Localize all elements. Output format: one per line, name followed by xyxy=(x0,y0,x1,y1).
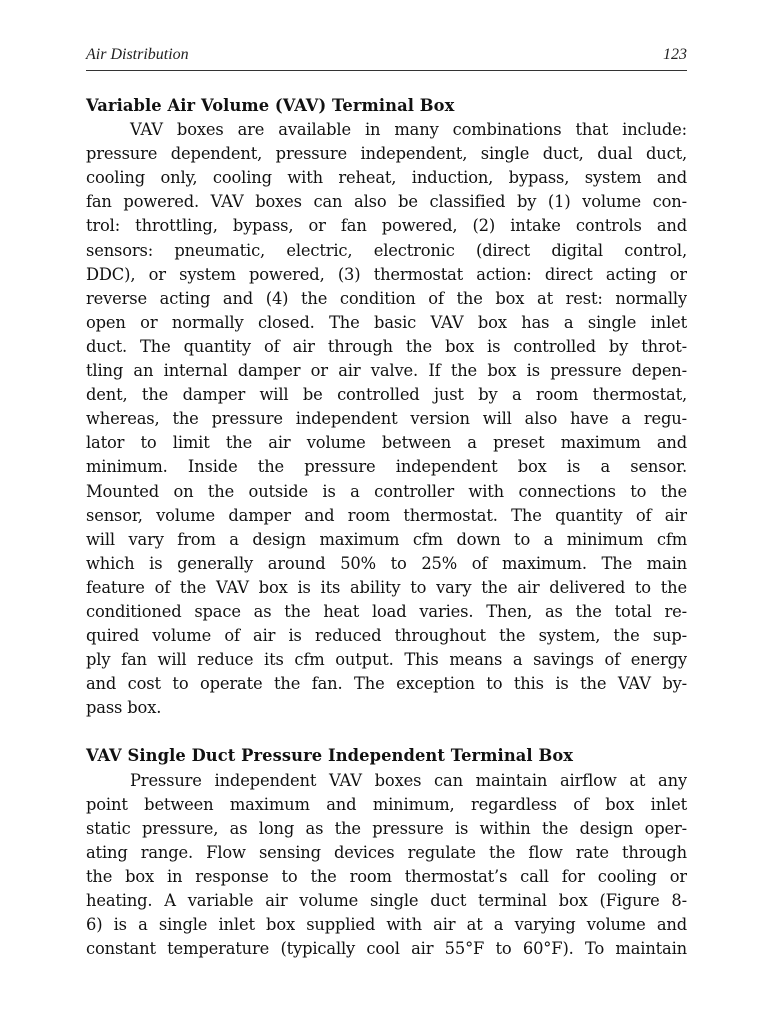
paragraph xyxy=(86,769,687,962)
text-line: sensor, volume damper and room thermostat. The quantity of air xyxy=(86,505,687,525)
paragraph xyxy=(86,118,687,720)
text-line: trol: throttling, bypass, or fan powered, (2) intake controls and xyxy=(86,216,687,236)
text-line: conditioned space as the heat load varies. Then, as the total re- xyxy=(86,601,687,621)
section-single-duct-pressure-independent xyxy=(86,744,687,961)
text-line: and cost to operate the fan. The exception to this is the VAV by- xyxy=(86,674,687,694)
page-body xyxy=(86,94,687,961)
text-line: pressure dependent, pressure independent, single duct, dual duct, xyxy=(86,144,687,164)
text-line: point between maximum and minimum, regardless of box inlet xyxy=(86,794,687,814)
text-line: 6) is a single inlet box supplied with air at a varying volume and xyxy=(86,915,687,935)
page-number: 123 xyxy=(663,46,687,63)
text-line: Pressure independent VAV boxes can maintain airflow at any xyxy=(130,770,687,790)
section-heading: Variable Air Volume (VAV) Terminal Box xyxy=(86,96,455,115)
text-line: static pressure, as long as the pressure is within the design oper- xyxy=(86,818,687,838)
section-gap xyxy=(86,720,687,744)
text-line: Mounted on the outside is a controller with connections to the xyxy=(86,481,687,501)
text-line: the box in response to the room thermostat’s call for cooling or xyxy=(86,866,687,886)
text-line: dent, the damper will be controlled just by a room thermostat, xyxy=(86,385,687,405)
text-line: tling an internal damper or air valve. If the box is pressure depen- xyxy=(86,361,687,381)
text-line: lator to limit the air volume between a preset maximum and xyxy=(86,433,687,453)
text-line: whereas, the pressure independent version will also have a regu- xyxy=(86,409,687,429)
text-line: duct. The quantity of air through the box is controlled by throt- xyxy=(86,336,687,356)
running-head xyxy=(86,46,687,66)
running-head-title: Air Distribution xyxy=(86,46,189,63)
text-line: open or normally closed. The basic VAV box has a single inlet xyxy=(86,312,687,332)
text-line: will vary from a design maximum cfm down to a minimum cfm xyxy=(86,529,687,549)
text-line: feature of the VAV box is its ability to vary the air delivered to the xyxy=(86,577,687,597)
section-heading: VAV Single Duct Pressure Independent Terminal Box xyxy=(86,746,574,766)
text-line: reverse acting and (4) the condition of the box at rest: normally xyxy=(86,288,687,308)
text-line: minimum. Inside the pressure independent box is a sensor. xyxy=(86,457,687,477)
header-rule xyxy=(86,70,687,71)
section-vav-terminal-box xyxy=(86,94,687,720)
text-line: quired volume of air is reduced throughout the system, the sup- xyxy=(86,626,687,646)
text-line: which is generally around 50% to 25% of maximum. The main xyxy=(86,553,687,573)
text-line: ply fan will reduce its cfm output. This means a savings of energy xyxy=(86,650,687,670)
text-line: constant temperature (typically cool air 55°F to 60°F). To maintain xyxy=(86,939,687,959)
text-line: VAV boxes are available in many combinations that include: xyxy=(130,120,687,140)
text-line: DDC), or system powered, (3) thermostat action: direct acting or xyxy=(86,264,687,284)
text-line: sensors: pneumatic, electric, electronic (direct digital control, xyxy=(86,240,687,260)
text-line: fan powered. VAV boxes can also be classified by (1) volume con- xyxy=(86,192,687,212)
text-line: pass box. xyxy=(86,698,162,718)
text-line: heating. A variable air volume single duct terminal box (Figure 8- xyxy=(86,891,687,910)
text-line: cooling only, cooling with reheat, induction, bypass, system and xyxy=(86,168,687,188)
text-line: ating range. Flow sensing devices regulate the flow rate through xyxy=(86,842,687,862)
